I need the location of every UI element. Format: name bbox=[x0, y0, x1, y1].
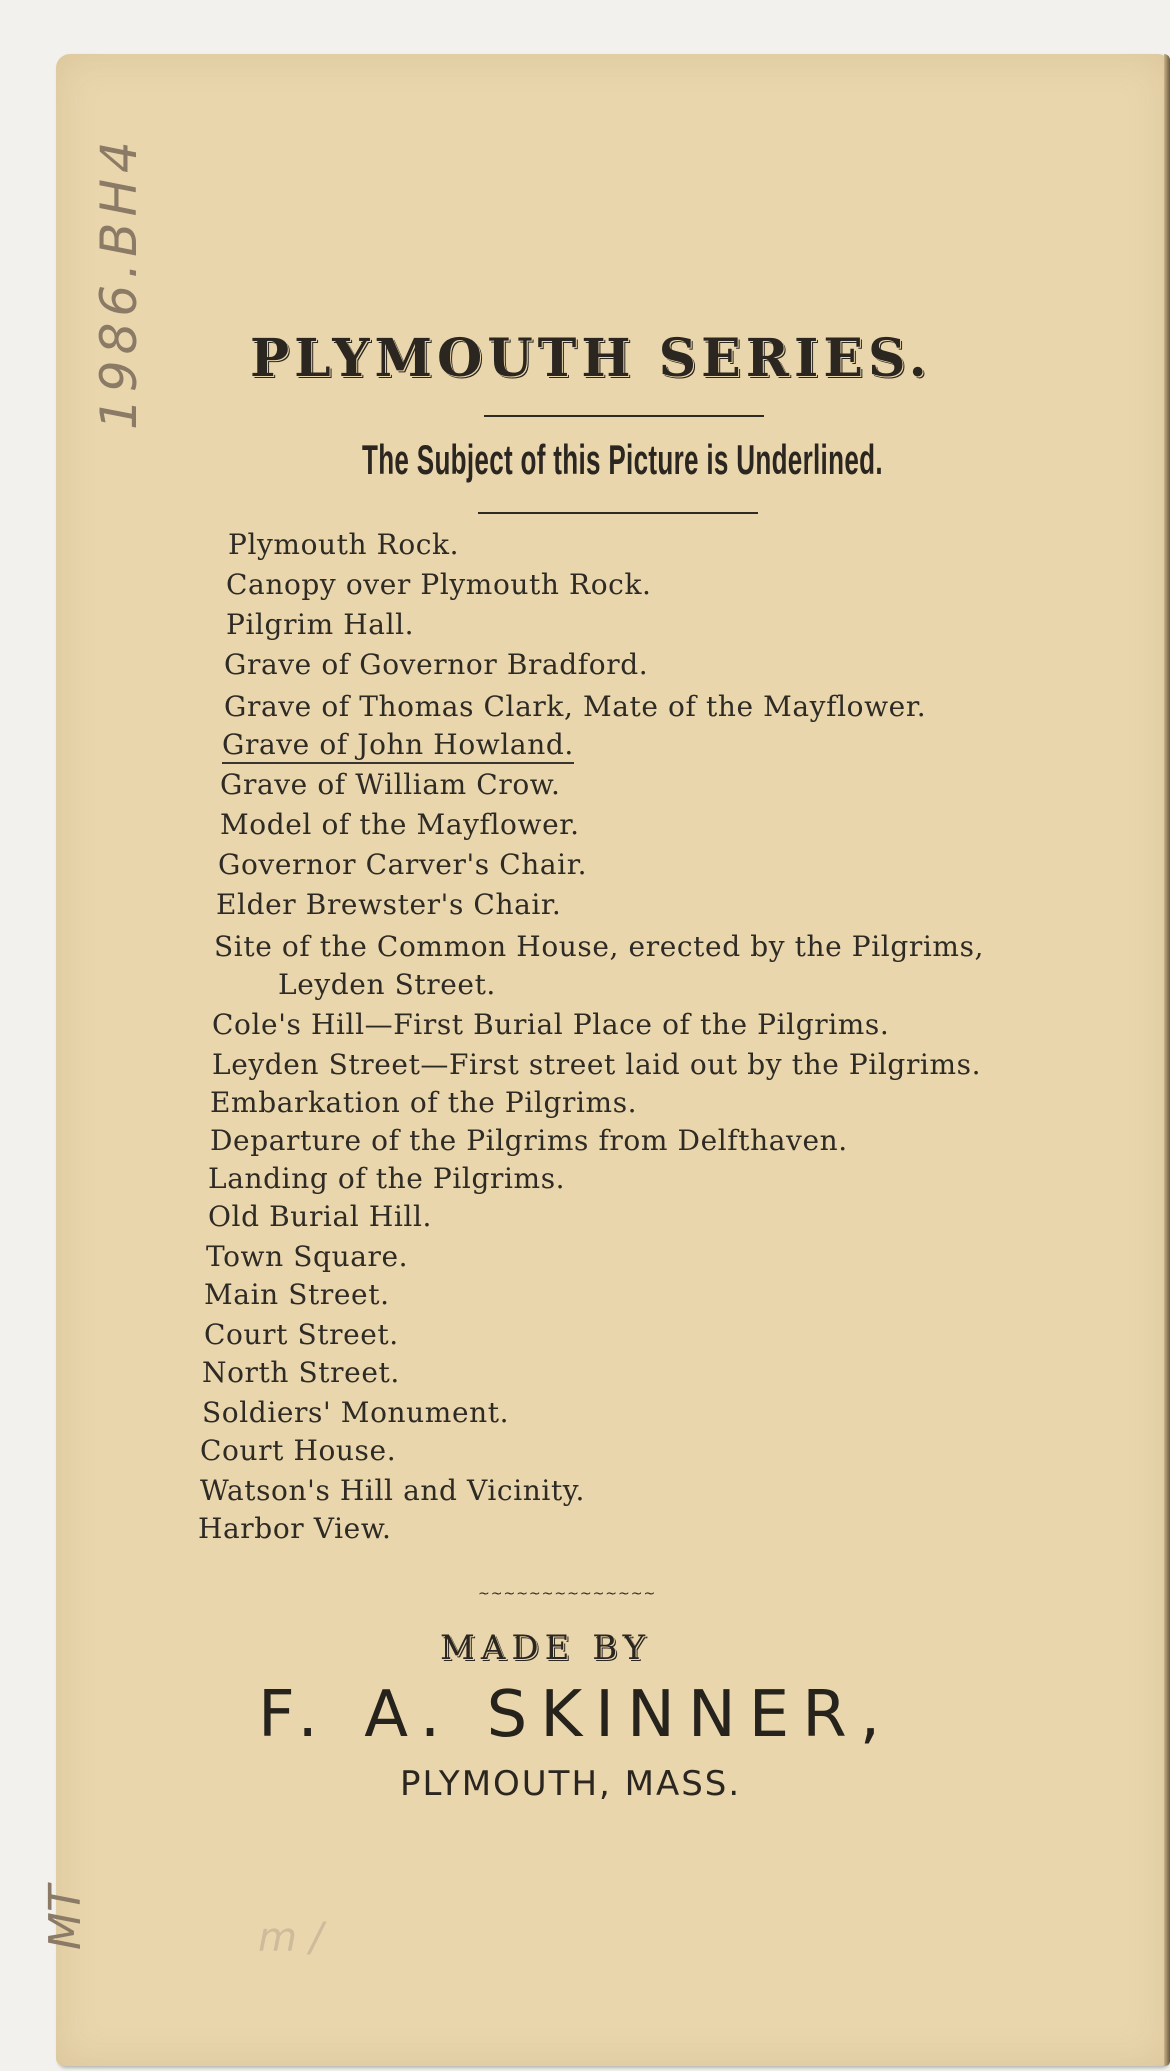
accession-number: 1986.BH4 bbox=[90, 135, 148, 430]
subject-item: Soldiers' Monument. bbox=[202, 1396, 510, 1429]
made-by-label: MADE BY bbox=[440, 1628, 652, 1668]
subject-item: Town Square. bbox=[206, 1240, 409, 1273]
subject-item: Grave of Thomas Clark, Mate of the Mayflower. bbox=[224, 690, 927, 723]
title-divider bbox=[484, 415, 764, 417]
subject-item: Grave of William Crow. bbox=[220, 768, 561, 801]
subject-item: Site of the Common House, erected by the Pilgrims, bbox=[214, 930, 985, 963]
pencil-mark: m / bbox=[258, 1915, 324, 1961]
subject-item: Model of the Mayflower. bbox=[220, 808, 580, 841]
subtitle-divider bbox=[478, 512, 758, 514]
subject-item: Landing of the Pilgrims. bbox=[208, 1162, 566, 1195]
maker-city: PLYMOUTH, MASS. bbox=[400, 1764, 742, 1804]
subject-item: Court House. bbox=[200, 1434, 397, 1467]
card-edge bbox=[1164, 54, 1170, 2066]
subject-item: Watson's Hill and Vicinity. bbox=[200, 1474, 586, 1507]
subject-item: Main Street. bbox=[204, 1278, 390, 1311]
subject-item: North Street. bbox=[202, 1356, 400, 1389]
subject-item: Cole's Hill—First Burial Place of the Pilgrims. bbox=[212, 1008, 890, 1041]
subject-item: Pilgrim Hall. bbox=[226, 608, 415, 641]
subject-item: Grave of Governor Bradford. bbox=[224, 648, 649, 681]
subject-item: Elder Brewster's Chair. bbox=[216, 888, 562, 921]
subject-item: Departure of the Pilgrims from Delfthaven. bbox=[210, 1124, 848, 1157]
corner-initials: MT bbox=[40, 1885, 91, 1950]
subject-item: Embarkation of the Pilgrims. bbox=[210, 1086, 638, 1119]
subject-item: Leyden Street—First street laid out by the Pilgrims. bbox=[212, 1048, 982, 1081]
series-title: PLYMOUTH SERIES. bbox=[250, 328, 932, 389]
subject-item: Old Burial Hill. bbox=[208, 1200, 433, 1233]
subject-item: Harbor View. bbox=[198, 1512, 392, 1545]
subject-item: Governor Carver's Chair. bbox=[218, 848, 588, 881]
subject-item: Plymouth Rock. bbox=[228, 528, 460, 561]
subject-item-underlined: Grave of John Howland. bbox=[222, 728, 574, 764]
subject-item: Court Street. bbox=[204, 1318, 399, 1351]
subtitle: The Subject of this Picture is Underlined. bbox=[362, 436, 883, 483]
maker-name: F. A. SKINNER, bbox=[258, 1678, 894, 1752]
subject-item: Canopy over Plymouth Rock. bbox=[226, 568, 652, 601]
decorative-ornament: ~~~~~~~~~~~~~~ bbox=[478, 1586, 657, 1602]
subject-item: Leyden Street. bbox=[278, 968, 496, 1001]
